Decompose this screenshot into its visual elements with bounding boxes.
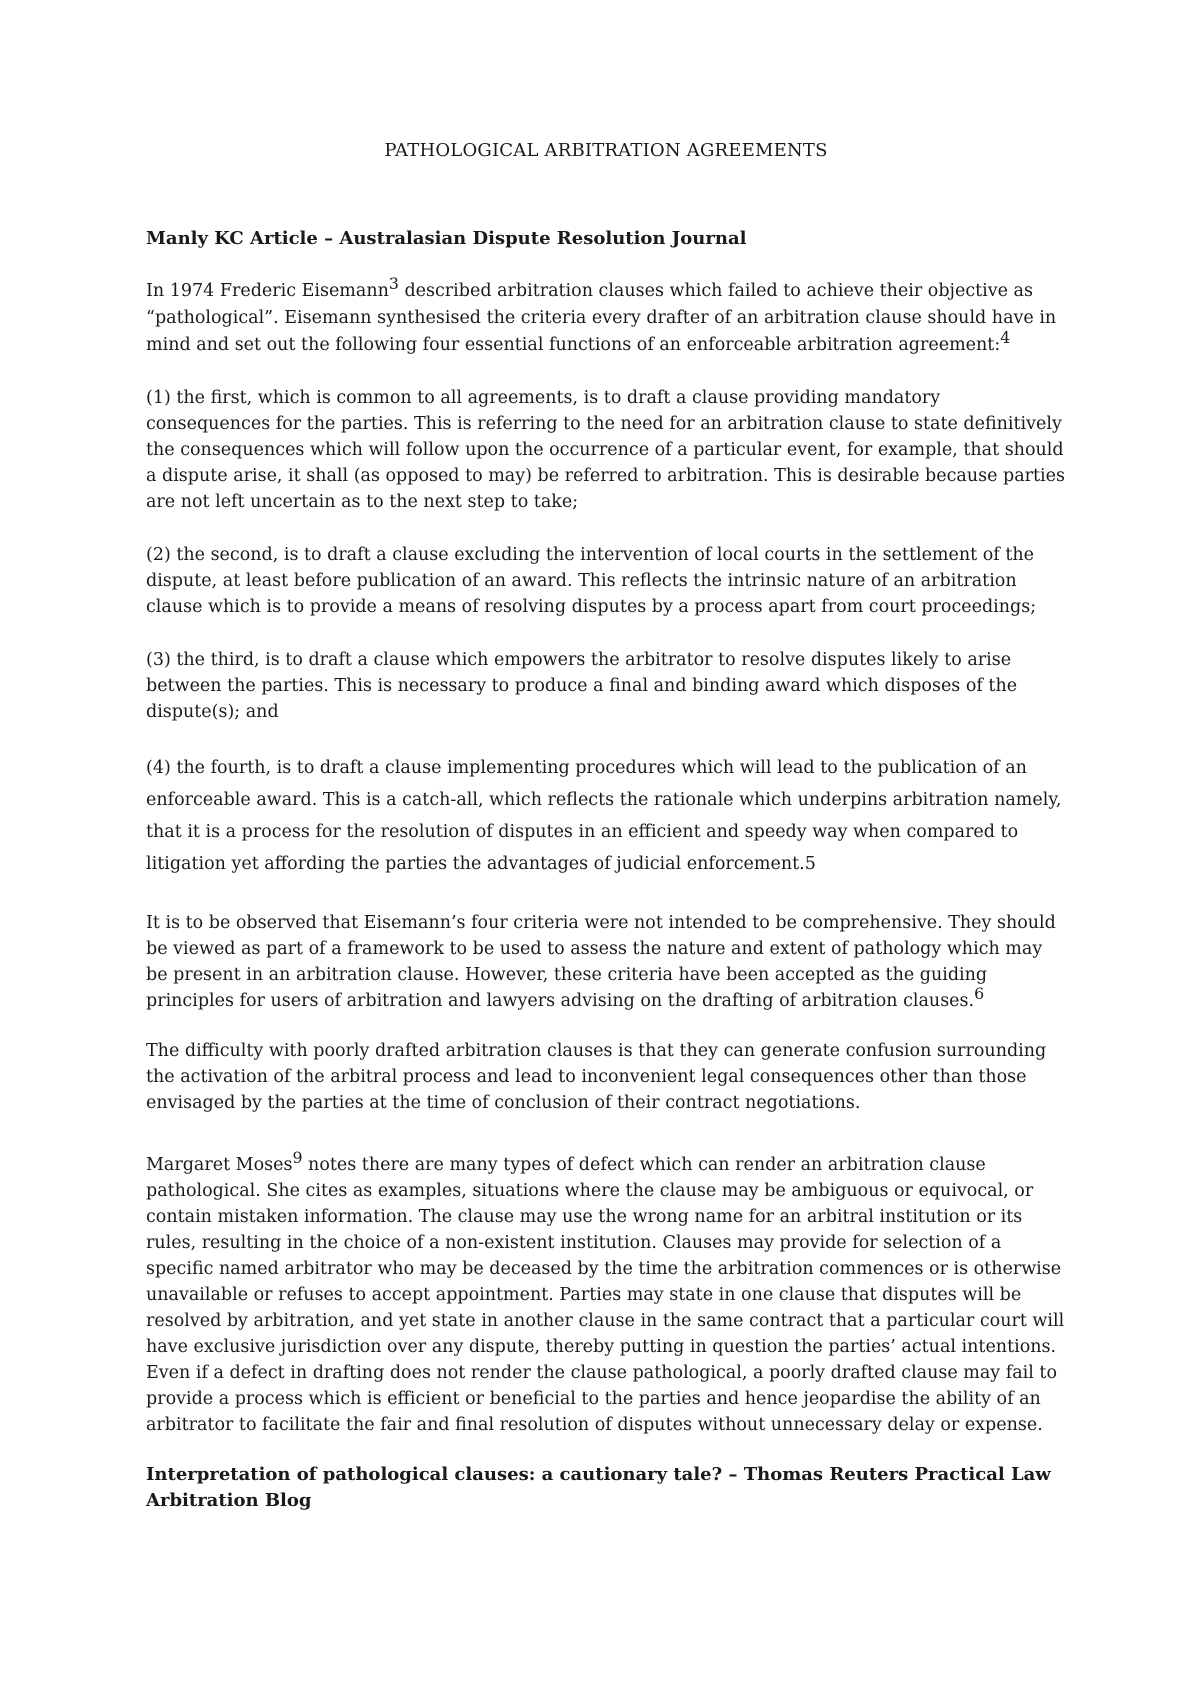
document-title: PATHOLOGICAL ARBITRATION AGREEMENTS [384,140,828,161]
document-page [146,140,1066,1514]
paragraph-difficulty: The difficulty with poorly drafted arbitration clauses is that they can generate confusion surrounding the activation of the arbitral process and lead to inconvenient legal consequences other than those envisaged by the parties at the time of conclusion of their contract negotiations. [146,1041,1047,1113]
paragraph-criterion-1: (1) the first, which is common to all agreements, is to draft a clause providing mandatory consequences for the parties. This is referring to the need for an arbitration clause to state definitively the consequences which will follow upon the occurrence of a particular event, for example, that should a dispute arise, it shall (as opposed to may) be referred to arbitration. This is desirable because parties are not left uncertain as to the next step to take; [146,388,1065,512]
paragraph-observation [146,910,1066,1014]
paragraph-criterion-4: (4) the fourth, is to draft a clause implementing procedures which will lead to the publication of an enforceable award. This is a catch-all, which reflects the rationale which underpins arbitration namely, that it is a process for the resolution of disputes in an efficient and speedy way when compared to litigation yet affording the parties the advantages of judicial enforcement.5 [146,758,1062,874]
paragraph-moses-text-a: Margaret Moses [146,1155,293,1175]
section-heading-manly-article: Manly KC Article – Australasian Dispute Resolution Journal [146,228,747,249]
footnote-ref-4: 4 [1000,327,1011,347]
section-heading-thomas-reuters: Interpretation of pathological clauses: a cautionary tale? – Thomas Reuters Practical Law Arbitration Blog [146,1464,1051,1511]
footnote-ref-3: 3 [388,273,399,293]
paragraph-moses-text-b: notes there are many types of defect which can render an arbitration clause pathological. She cites as examples, situations where the clause may be ambiguous or equivocal, or contain mistaken information. The clause may use the wrong name for an arbitral institution or its rules, resulting in the choice of a non-existent institution. Clauses may provide for selection of a specific named arbitrator who may be deceased by the time the arbitration commences or is otherwise unavailable or refuses to accept appointment. Parties may state in one clause that disputes will be resolved by arbitration, and yet state in another clause in the same contract that a particular court will have exclusive jurisdiction over any dispute, thereby putting in question the parties’ actual intentions. Even if a defect in drafting does not render the clause pathological, a poorly drafted clause may fail to provide a process which is efficient or beneficial to the parties and hence jeopardise the ability of an arbitrator to facilitate the fair and final resolution of disputes without unnecessary delay or expense. [146,1155,1065,1435]
paragraph-observation-text: It is to be observed that Eisemann’s four criteria were not intended to be comprehensive. They should be viewed as part of a framework to be used to assess the nature and extent of pathology which may be present in an arbitration clause. However, these criteria have been accepted as the guiding principles for users of arbitration and lawyers advising on the drafting of arbitration clauses. [146,913,1056,1011]
paragraph-moses [146,1147,1066,1438]
footnote-ref-9: 9 [292,1147,303,1167]
paragraph-intro-text-b: described arbitration clauses which failed to achieve their objective as “pathological”. Eisemann synthesised the criteria every drafter of an arbitration clause should have in mind and set out the following four essential functions of an enforceable arbitration agreement: [146,281,1057,355]
footnote-ref-6: 6 [974,983,985,1003]
paragraph-intro-text-a: In 1974 Frederic Eisemann [146,281,389,301]
paragraph-criterion-2: (2) the second, is to draft a clause excluding the intervention of local courts in the settlement of the dispute, at least before publication of an award. This reflects the intrinsic nature of an arbitration clause which is to provide a means of resolving disputes by a process apart from court proceedings; [146,545,1037,617]
paragraph-criterion-3: (3) the third, is to draft a clause which empowers the arbitrator to resolve disputes likely to arise between the parties. This is necessary to produce a final and binding award which disposes of the dispute(s); and [146,650,1018,722]
paragraph-intro [146,273,1066,359]
